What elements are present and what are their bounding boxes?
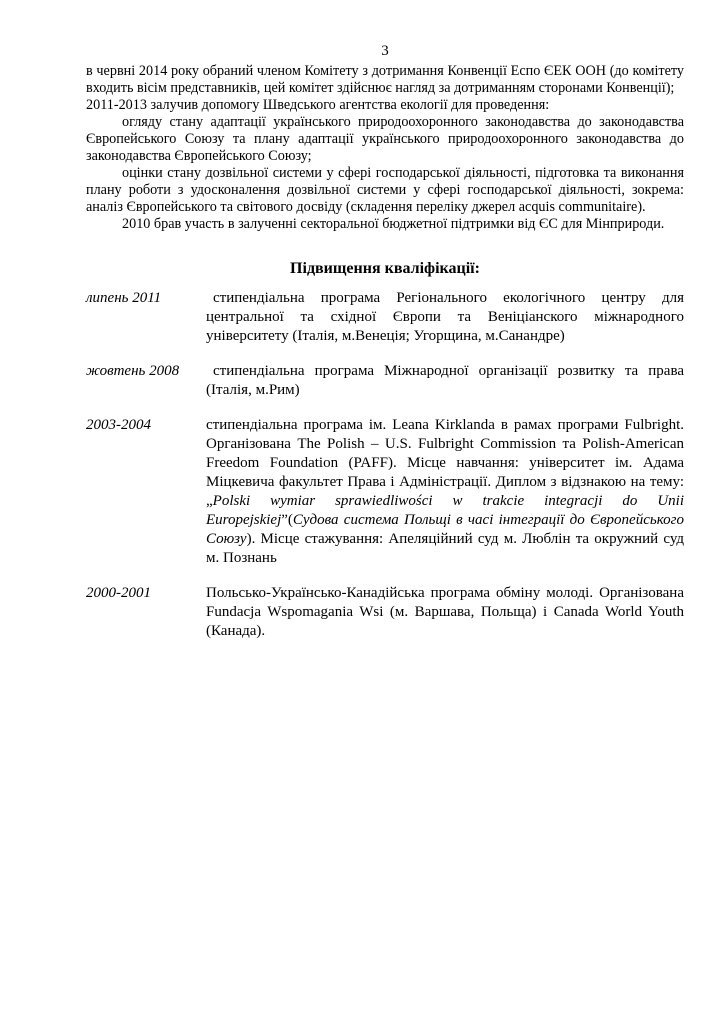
intro-paragraph-swedish-agency: 2011-2013 залучив допомогу Шведського агентства екології для проведення: [86, 97, 550, 113]
entry-date: 2000-2001 [86, 585, 151, 601]
entry-text: Польсько-Українсько-Канадійська програма обміну молоді. Організована Fundacja Wspomagania Wsi (м. Варшава, Польща) і Canada World Youth (Канада). [206, 585, 684, 639]
diploma-title-polish: Polski wymiar sprawiedliwości w trakcie integracji do Unii Europejskiej [206, 493, 684, 528]
entry-text-part: ). Місце стажування: Апеляційний суд м. Люблін та окружний суд м. Познань [206, 531, 684, 566]
page-number: 3 [381, 43, 389, 59]
entry-date: жовтень 2008 [86, 363, 180, 379]
diploma-title-ukrainian: Судова система Польщі в часі інтеграції до Європейського Союзу [206, 512, 684, 547]
entry-text-part: ”( [281, 512, 293, 528]
entry-text: стипендіальна програма Міжнародної організації розвитку та права (Італія, м.Рим) [206, 363, 684, 398]
qualification-entry [86, 289, 684, 346]
qualification-entry [86, 584, 684, 641]
document-page [86, 42, 684, 657]
entry-date: липень 2011 [86, 290, 162, 306]
qualification-entry [86, 416, 684, 568]
intro-paragraph-committee: в червні 2014 року обраний членом Комітету з дотримання Конвенції Еспо ЄЕК ООН (до комітету входить вісім представників, цей комітет здійснює нагляд за дотриманням сторонами Конвенції); [86, 63, 684, 96]
entry-text: стипендіальна програма Регіонального екологічного центру для центральної та східної Європи та Веніціанского міжнародного університету (Італія, м.Венеція; Угорщина, м.Санандре) [206, 290, 684, 344]
qualifications-heading: Підвищення кваліфікації: [290, 260, 480, 277]
entry-text [206, 416, 684, 568]
qualification-entry [86, 362, 684, 400]
entry-date: 2003-2004 [86, 417, 151, 433]
intro-paragraph-budget-support: 2010 брав участь в залученні секторальної бюджетної підтримки від ЄС для Мінприроди. [122, 216, 665, 232]
intro-paragraph-legislation-review: огляду стану адаптації українського природоохоронного законодавства до законодавства Європейського Союзу та плану адаптації українського природоохоронного законодавства до законодавства Європейського Союзу; [86, 114, 684, 164]
entry-text-part: стипендіальна програма ім. Leana Kirklanda в рамах програми Fulbright. Організована The Polish – U.S. Fulbright Commission та Polish-American Freedom Foundation (PAFF). Місце навчання: університет ім. Адама Міцкевича факультет Права і Адміністрації. Диплом з відзнакою на тему: „ [206, 417, 684, 509]
intro-paragraph-permit-system: оцінки стану дозвільної системи у сфері господарської діяльності, підготовка та виконання плану роботи з удосконалення дозвільної системи у сфері господарської діяльності, зокрема: аналіз Європейського та світового досвіду (складення переліку джерел acquis communitaire). [86, 165, 684, 215]
